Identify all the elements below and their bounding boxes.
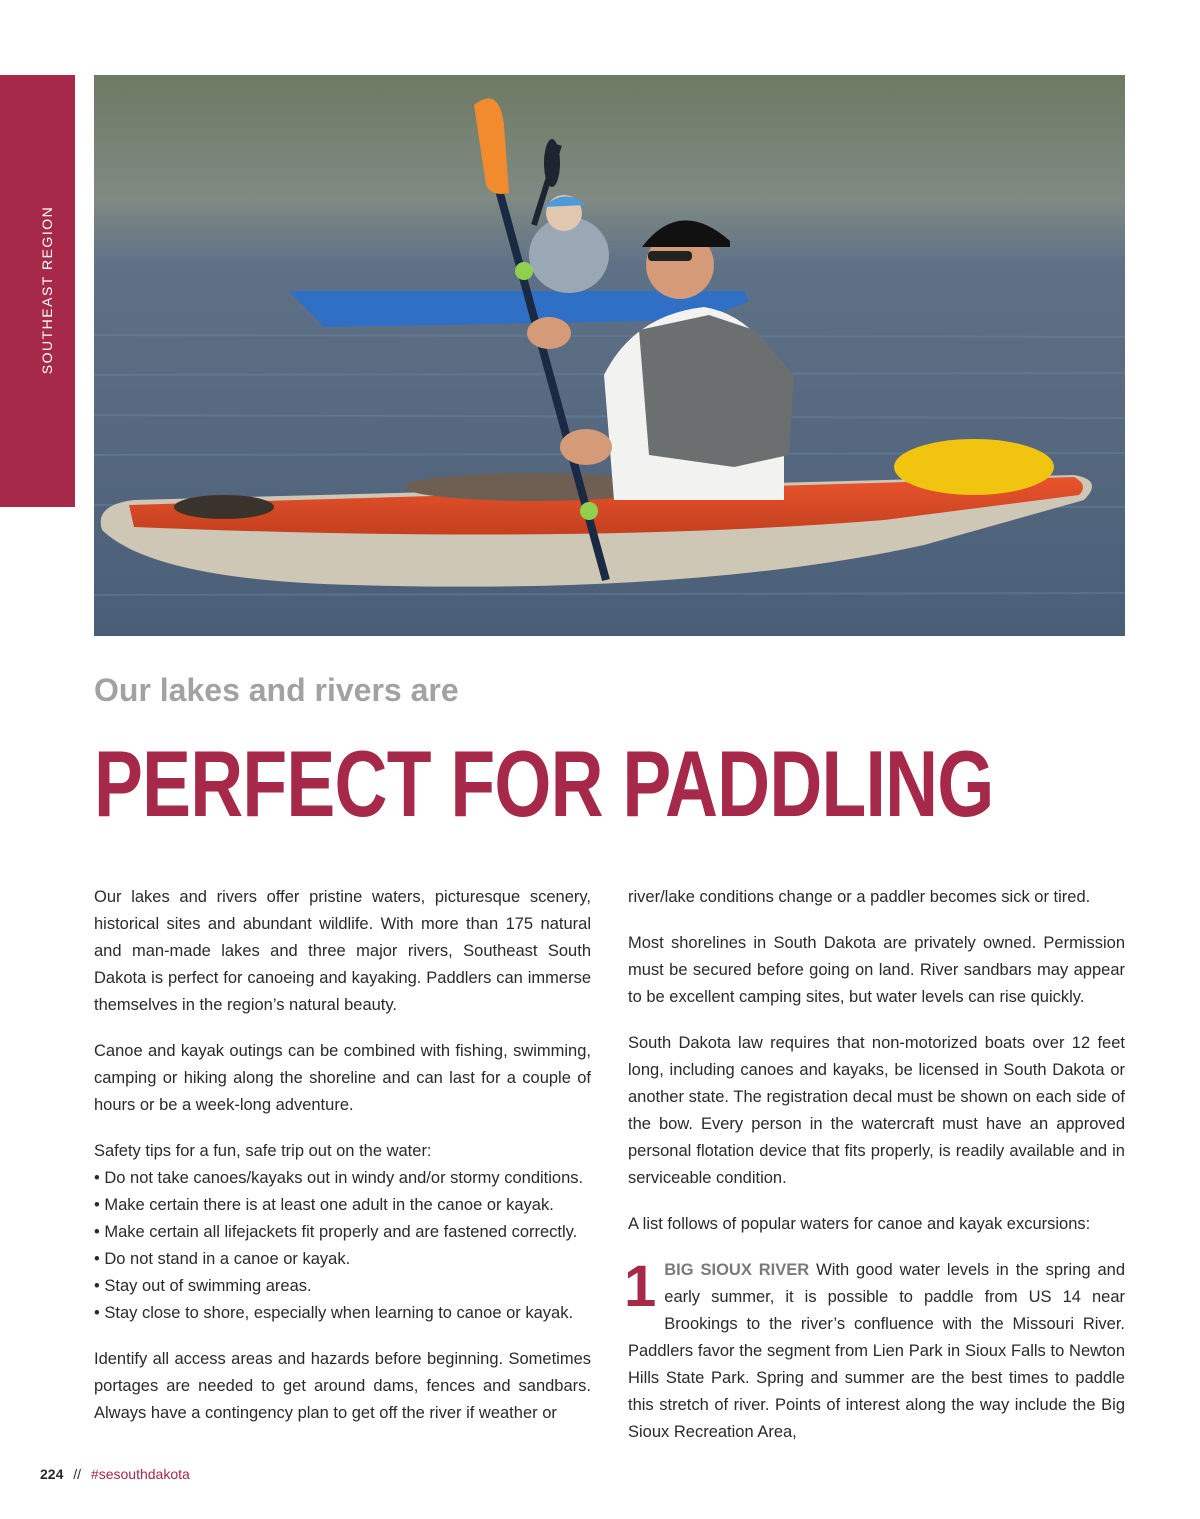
outings-paragraph: Canoe and kayak outings can be combined with fishing, swimming, camping or hiking along the shoreline and can last for a couple of hours or be a week-long adventure.	[94, 1042, 591, 1114]
list-item: • Do not stand in a canoe or kayak.	[94, 1250, 351, 1268]
entry-number: 1	[624, 1254, 657, 1319]
list-intro-paragraph: A list follows of popular waters for canoe and kayak excursions:	[628, 1215, 1091, 1233]
page-number: 224	[40, 1466, 64, 1482]
list-item: • Stay out of swimming areas.	[94, 1277, 312, 1295]
big-sioux-river-entry	[624, 1254, 1125, 1446]
footer-separator: //	[73, 1466, 82, 1482]
access-hazards-paragraph: Identify all access areas and hazards before beginning. Sometimes portages are needed to get around dams, fences and sandbars. Always have a contingency plan to get off the river if weather or	[94, 1350, 591, 1422]
list-item: • Stay close to shore, especially when learning to canoe or kayak.	[94, 1304, 574, 1322]
safety-tips-list	[94, 1165, 591, 1327]
intro-paragraph: Our lakes and rivers offer pristine waters, picturesque scenery, historical sites and abundant wildlife. With more than 175 natural and man-made lakes and three major rivers, Southeast South Dakota is perfect for canoeing and kayaking. Paddlers can immerse themselves in the region’s natural beauty.	[94, 888, 591, 1014]
hero-photo	[94, 75, 1125, 636]
list-item: • Make certain there is at least one adult in the canoe or kayak.	[94, 1196, 554, 1214]
page-title: PERFECT FOR PADDLING	[94, 731, 994, 836]
left-column	[94, 884, 591, 1446]
headline-kicker: Our lakes and rivers are	[94, 672, 459, 708]
region-label: SOUTHEAST REGION	[39, 205, 55, 375]
right-column	[624, 884, 1125, 1465]
shorelines-paragraph: Most shorelines in South Dakota are privately owned. Permission must be secured before going on land. River sandbars may appear to be excellent camping sites, but water levels can rise quickly.	[628, 934, 1125, 1006]
conditions-paragraph: river/lake conditions change or a paddler becomes sick or tired.	[628, 888, 1091, 906]
list-item: • Make certain all lifejackets fit properly and are fastened correctly.	[94, 1223, 578, 1241]
list-item: • Do not take canoes/kayaks out in windy and/or stormy conditions.	[94, 1169, 584, 1187]
river-description: With good water levels in the spring and early summer, it is possible to paddle from US 14 near Brookings to the river’s confluence with the Missouri River. Paddlers favor the segment from Lien Park in Sioux Falls to Newton Hills State Park. Spring and summer are the best times to paddle this stretch of river. Points of interest along the way include the Big Sioux Recreation Area,	[628, 1261, 1125, 1441]
hashtag: #sesouthdakota	[90, 1466, 190, 1482]
river-name: BIG SIOUX RIVER	[664, 1261, 810, 1279]
safety-tips-intro: Safety tips for a fun, safe trip out on the water:	[94, 1142, 432, 1160]
page-footer	[40, 1466, 190, 1482]
law-paragraph: South Dakota law requires that non-motorized boats over 12 feet long, including canoes and kayaks, be licensed in South Dakota or another state. The registration decal must be shown on each side of the bow. Every person in the watercraft must have an approved personal flotation device that fits properly, is readily available and in serviceable condition.	[628, 1034, 1125, 1187]
region-side-tab	[0, 75, 75, 507]
